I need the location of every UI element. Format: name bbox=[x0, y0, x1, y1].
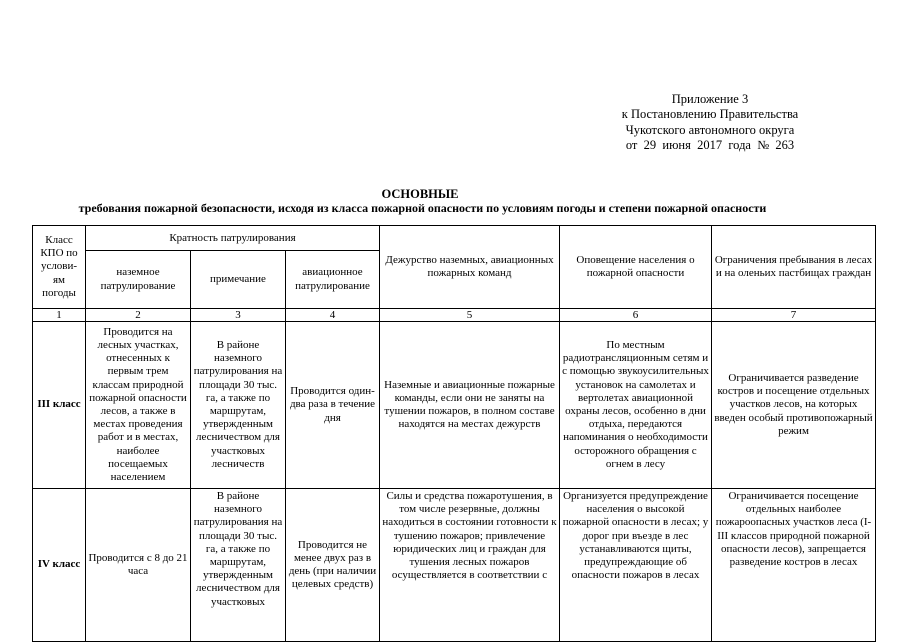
table-row bbox=[33, 322, 876, 489]
document-title: ОСНОВНЫЕ bbox=[381, 187, 459, 201]
header-ground-patrol: наземное патрулирование bbox=[86, 251, 191, 309]
row-note: В районе наземного патрулирования на площади 30 тыс. га, а также по маршрутам, утвержденным лесничеством для участковых лесничеств bbox=[191, 322, 286, 489]
row-duty: Наземные и авиационные пожарные команды, если они не заняты на тушении пожаров, в полном составе находятся на местах дежурств bbox=[380, 322, 560, 489]
header-air-patrol: авиационное патрулирование bbox=[286, 251, 380, 309]
table-row bbox=[33, 489, 876, 642]
row-notification: По местным радиотрансляционным сетям и с помощью звукоусилительных установок на самолетах и вертолетах авиационной охраны лесов, особенно в дни отдыха, передаются напоминания о необходимости осторожного обращения с огнем в лесу bbox=[560, 322, 712, 489]
row-restrictions: Ограничивается разведение костров и посещение отдельных участков лесов, на которых введен особый противопожарный режим bbox=[712, 322, 876, 489]
appendix-header bbox=[560, 92, 860, 153]
row-class: III класс bbox=[33, 322, 86, 489]
row-duty: Силы и средства пожаротушения, в том числе резервные, должны находиться в состоянии готовности к тушению пожаров; привлечение юридических лиц и граждан для тушения лесных пожаров осуществляется в соответствии с bbox=[380, 489, 560, 642]
requirements-table bbox=[32, 225, 876, 642]
column-number: 1 bbox=[33, 309, 86, 322]
row-air-patrol: Проводится один-два раза в течение дня bbox=[286, 322, 380, 489]
column-number: 7 bbox=[712, 309, 876, 322]
row-ground-patrol: Проводится на лесных участках, отнесенных к первым трем классам природной пожарной опасности лесов, а также в местах проведения работ и в местах, наиболее посещаемых населением bbox=[86, 322, 191, 489]
header-notification: Оповещение населения о пожарной опасности bbox=[560, 226, 712, 309]
row-ground-patrol: Проводится с 8 до 21 часа bbox=[86, 489, 191, 642]
header-note: примечание bbox=[191, 251, 286, 309]
header-duty: Дежурство наземных, авиационных пожарных команд bbox=[380, 226, 560, 309]
appendix-resolution: к Постановлению Правительства bbox=[621, 107, 799, 122]
appendix-number: Приложение 3 bbox=[671, 92, 749, 106]
row-class: IV класс bbox=[33, 489, 86, 642]
column-number: 3 bbox=[191, 309, 286, 322]
row-note: В районе наземного патрулирования на площади 30 тыс. га, а также по маршрутам, утвержденным лесничеством для участковых bbox=[191, 489, 286, 642]
appendix-date: от 29 июня 2017 года № 263 bbox=[625, 137, 795, 152]
column-number: 4 bbox=[286, 309, 380, 322]
appendix-region: Чукотского автономного округа bbox=[625, 122, 795, 137]
header-restrictions: Ограничения пребывания в лесах и на оленьих пастбищах граждан bbox=[712, 226, 876, 309]
row-restrictions: Ограничивается посещение отдельных наиболее пожароопасных участков леса (I-III классов природной пожарной опасности лесов), запрещается разведение костров в лесах bbox=[712, 489, 876, 642]
header-class: Класс КПО по услови-ям погоды bbox=[33, 226, 86, 309]
row-notification: Организуется предупреждение населения о высокой пожарной опасности в лесах; у дорог при въезде в лес устанавливаются щиты, предупреждающие об опасности пожаров в лесах bbox=[560, 489, 712, 642]
column-number-row bbox=[33, 309, 876, 322]
row-air-patrol: Проводится не менее двух раз в день (при наличии целевых средств) bbox=[286, 489, 380, 642]
document-subtitle: требования пожарной безопасности, исходя из класса пожарной опасности по условиям погоды и степени пожарной опасности bbox=[78, 201, 767, 215]
header-row bbox=[33, 226, 876, 251]
column-number: 5 bbox=[380, 309, 560, 322]
column-number: 6 bbox=[560, 309, 712, 322]
column-number: 2 bbox=[86, 309, 191, 322]
header-patrol-group: Кратность патрулирования bbox=[86, 226, 380, 251]
